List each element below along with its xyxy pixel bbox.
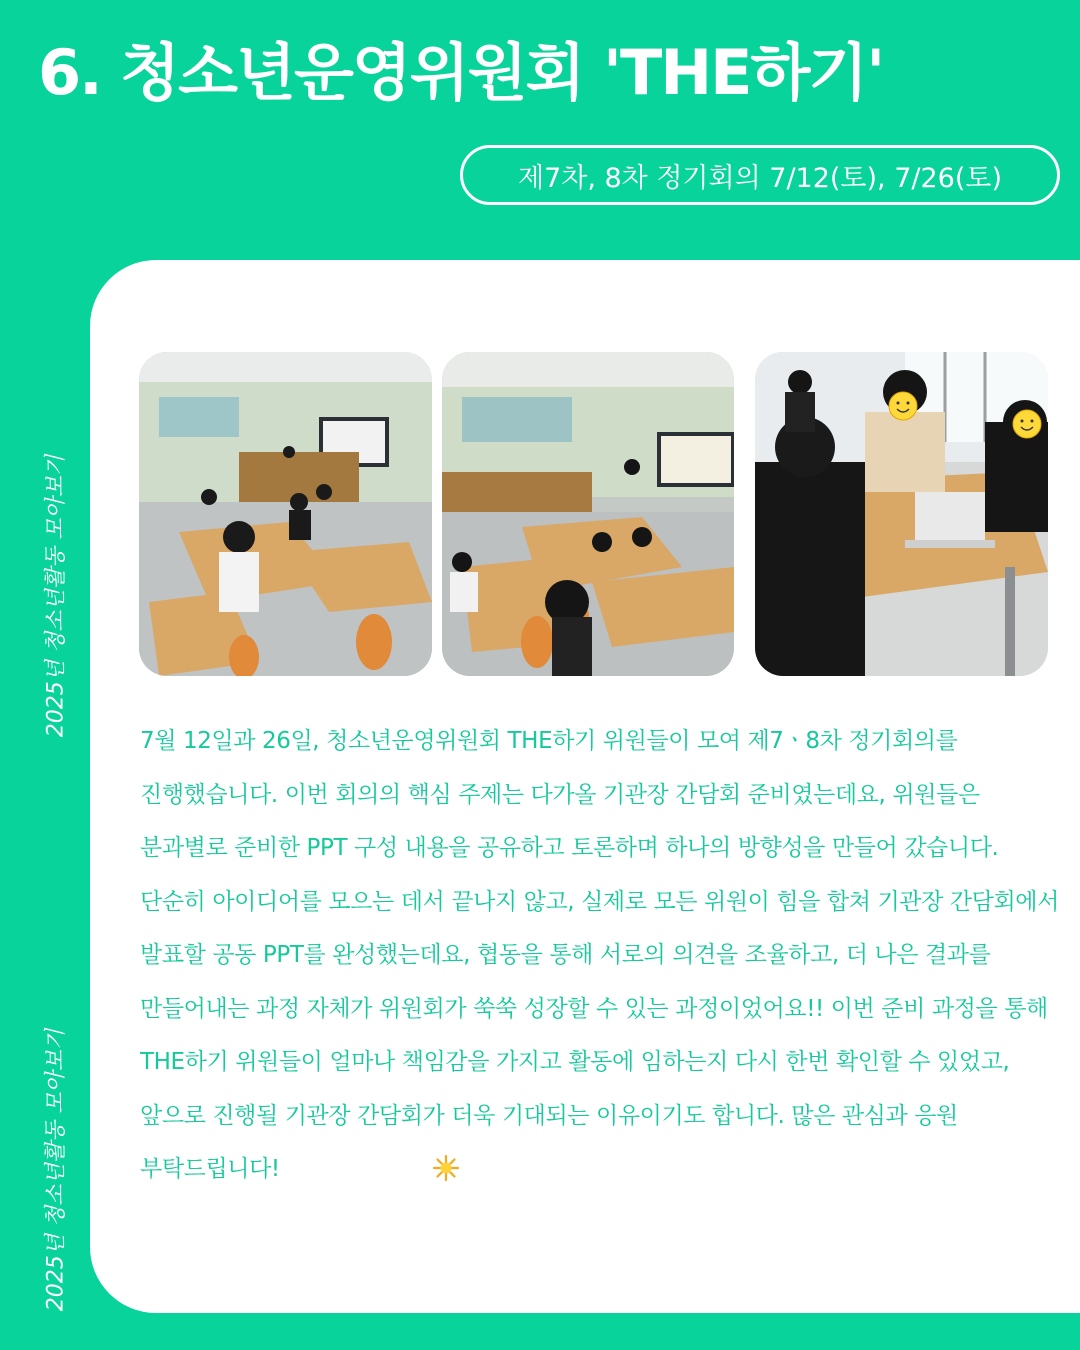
body-paragraph — [140, 715, 1065, 1197]
page-title: 6. 청소년운영위원회 'THE하기' — [38, 36, 884, 109]
side-label-bottom: 2025년 청소년활동 모아보기 — [43, 1028, 69, 1312]
classroom-photo-2 — [442, 352, 734, 676]
body-text: 7월 12일과 26일, 청소년운영위원회 THE하기 위원들이 모여 제7ㆍ8차 정기회의를 진행했습니다. 이번 회의의 핵심 주제는 다가올 기관장 간담회 준비였는데요, 위원들은 분과별로 준비한 PPT 구성 내용을 공유하고 토론하며 하나의 방향성을 만들어 갔습니다. 단순히 아이디어를 모으는 데서 끝나지 않고, 실제로 모든 위원이 힘을 합쳐 기관장 간담회에서 발표할 공동 PPT를 완성했는데요, 협동을 통해 서로의 의견을 조율하고, 더 나은 결과를 만들어내는 과정 자체가 위원회가 쑥쑥 성장할 수 있는 과정이었어요!! 이번 준비 과정을 통해 THE하기 위원들이 얼마나 책임감을 가지고 활동에 임하는지 다시 한번 확인할 수 있었고, 앞으로 진행될 기관장 간담회가 더욱 기대되는 이유이기도 합니다. 많은 관심과 응원 부탁드립니다! — [140, 728, 1059, 1182]
meeting-date-text: 제7차, 8차 정기회의 7/12(토), 7/26(토) — [518, 162, 1002, 194]
classroom-photo-1 — [139, 352, 432, 676]
meeting-photo-3 — [755, 352, 1048, 676]
side-label-top: 2025년 청소년활동 모아보기 — [43, 454, 69, 738]
meeting-photo-icon — [755, 352, 1048, 676]
classroom-photo-icon — [442, 352, 734, 676]
meeting-date-badge — [460, 145, 1060, 205]
sparkle-icon — [432, 1154, 460, 1182]
classroom-photo-icon — [139, 352, 432, 676]
